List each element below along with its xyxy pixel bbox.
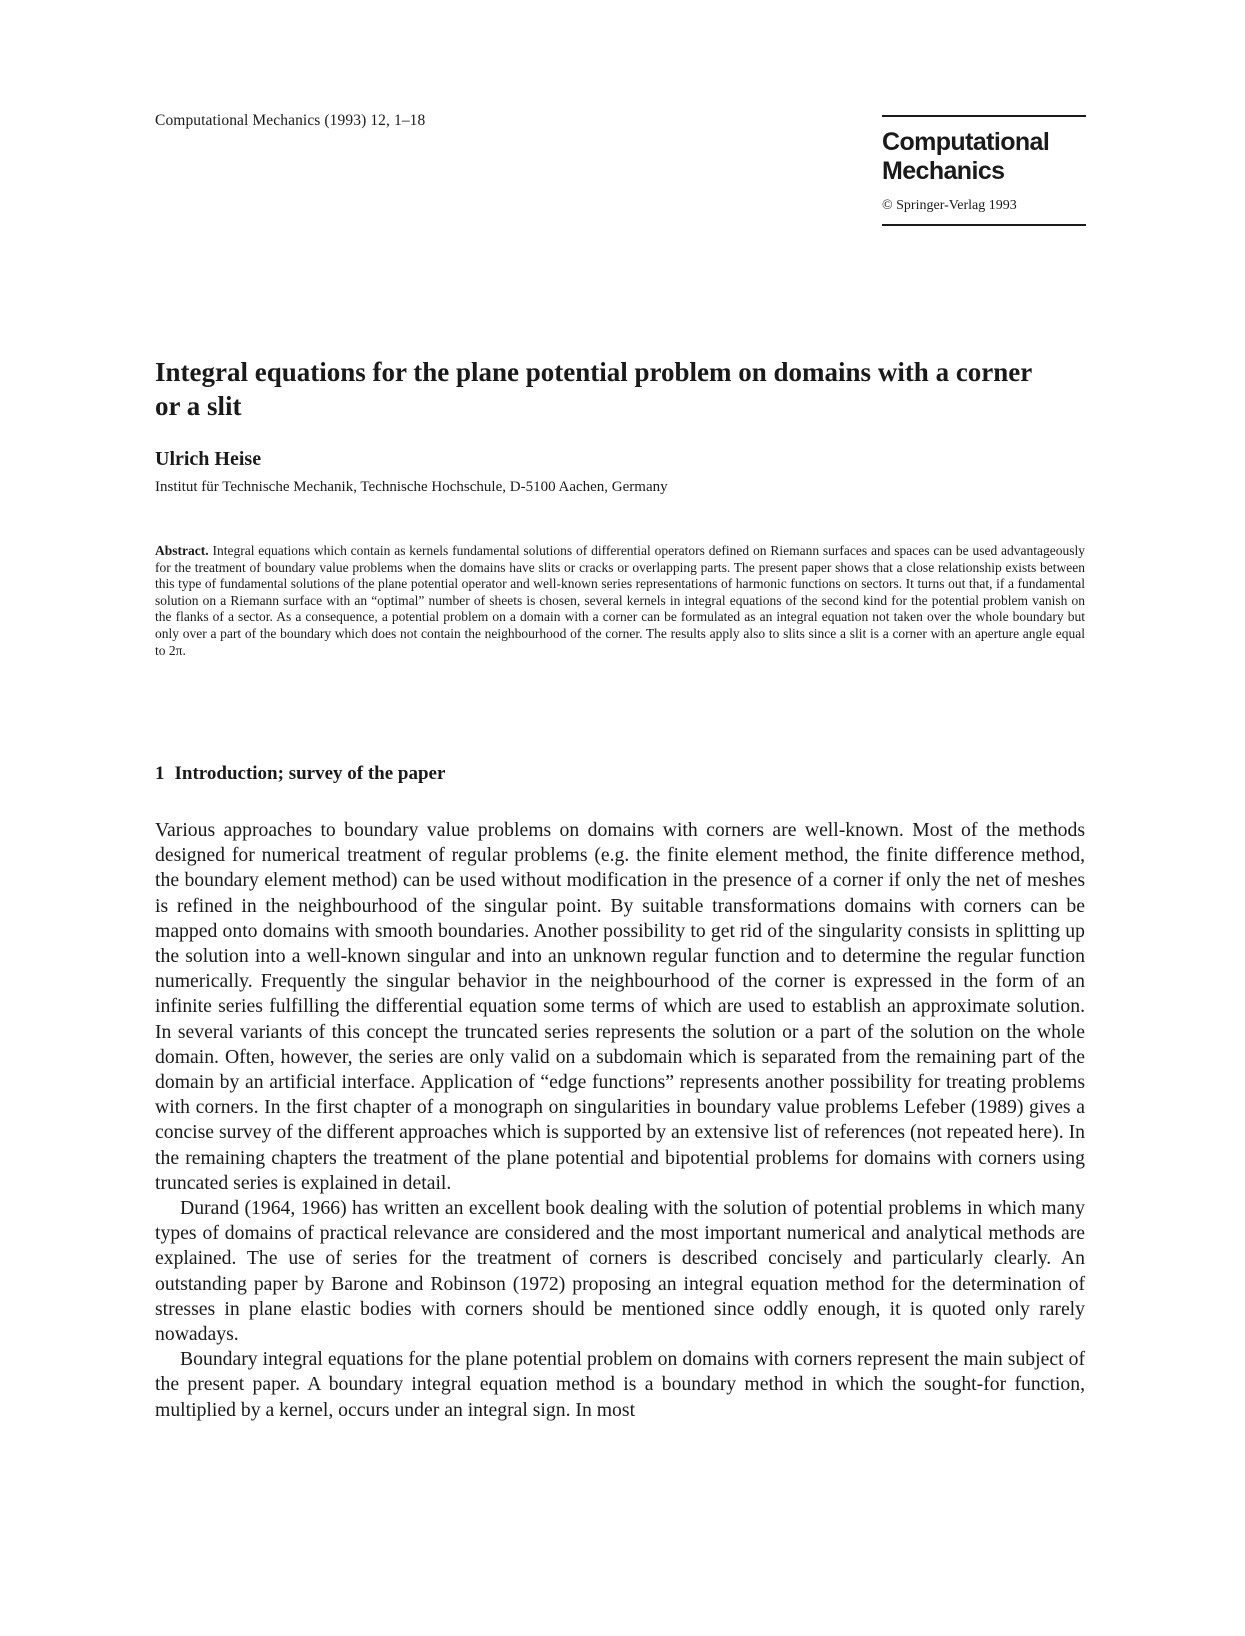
article-title: Integral equations for the plane potential problem on domains with a corner or a slit [155, 357, 1032, 421]
section-number: 1 [155, 763, 165, 784]
masthead-top-rule [882, 115, 1086, 117]
author-affiliation: Institut für Technische Mechanik, Technische Hochschule, D-5100 Aachen, Germany [155, 479, 668, 495]
abstract [155, 543, 1085, 659]
section-body [155, 818, 1085, 1423]
journal-name [882, 128, 1086, 186]
copyright-notice: © Springer-Verlag 1993 [882, 198, 1017, 213]
body-paragraph: Boundary integral equations for the plane potential problem on domains with corners represent the main subject of the present paper. A boundary integral equation method is a boundary method in which the sought-for function, multiplied by a kernel, occurs under an integral sign. In most [155, 1348, 1085, 1421]
author-name: Ulrich Heise [155, 448, 262, 470]
journal-name-line-2: Mechanics [882, 157, 1005, 185]
journal-citation: Computational Mechanics (1993) 12, 1–18 [155, 112, 426, 129]
abstract-label: Abstract. [155, 543, 209, 558]
journal-name-line-1: Computational [882, 128, 1050, 156]
body-paragraph: Various approaches to boundary value problems on domains with corners are well-known. Most of the methods designed for numerical treatment of regular problems (e.g. the finite element method, the finite difference method, the boundary element method) can be used without modification in the presence of a corner if only the net of meshes is refined in the neighbourhood of the singular point. By suitable transformations domains with corners can be mapped onto domains with smooth boundaries. Another possibility to get rid of the singularity consists in splitting up the solution into a well-known singular and into an unknown regular function and to determine the regular function numerically. Frequently the singular behavior in the neighbourhood of the corner is expressed in the form of an infinite series fulfilling the differential equation some terms of which are used to establish an approximate solution. In several variants of this concept the truncated series represents the solution or a part of the solution on the whole domain. Often, however, the series are only valid on a subdomain which is separated from the remaining part of the domain by an artificial interface. Application of “edge functions” represents another possibility for treating problems with corners. In the first chapter of a monograph on singularities in boundary value problems Lefeber (1989) gives a concise survey of the different approaches which is supported by an extensive list of references (not repeated here). In the remaining chapters the treatment of the plane potential and bipotential problems for domains with corners using truncated series is explained in detail. [155, 819, 1085, 1194]
section-title: Introduction; survey of the paper [174, 763, 446, 784]
abstract-text: Integral equations which contain as kernels fundamental solutions of differential operators defined on Riemann surfaces and spaces can be used advantageously for the treatment of boundary value problems when the domains have slits or cracks or overlapping parts. The present paper shows that a close relationship exists between this type of fundamental solutions of the plane potential operator and well-known series representations of harmonic functions on sectors. It turns out that, if a fundamental solution on a Riemann surface with an “optimal” number of sheets is chosen, several kernels in integral equations of the second kind for the potential problem vanish on the flanks of a sector. As a consequence, a potential problem on a domain with a corner can be formulated as an integral equation not taken over the whole boundary but only over a part of the boundary which does not contain the neighbourhood of the corner. The results apply also to slits since a slit is a corner with an aperture angle equal to 2π. [155, 543, 1086, 658]
journal-masthead [882, 115, 1086, 226]
body-paragraph: Durand (1964, 1966) has written an excellent book dealing with the solution of potential problems in which many types of domains of practical relevance are considered and the most important numerical and analytical methods are explained. The use of series for the treatment of corners is described concisely and particularly clearly. An outstanding paper by Barone and Robinson (1972) proposing an integral equation method for the determination of stresses in plane elastic bodies with corners should be mentioned since oddly enough, it is quoted only rarely nowadays. [155, 1197, 1085, 1346]
section-heading [155, 763, 445, 785]
masthead-bottom-rule [882, 224, 1086, 226]
